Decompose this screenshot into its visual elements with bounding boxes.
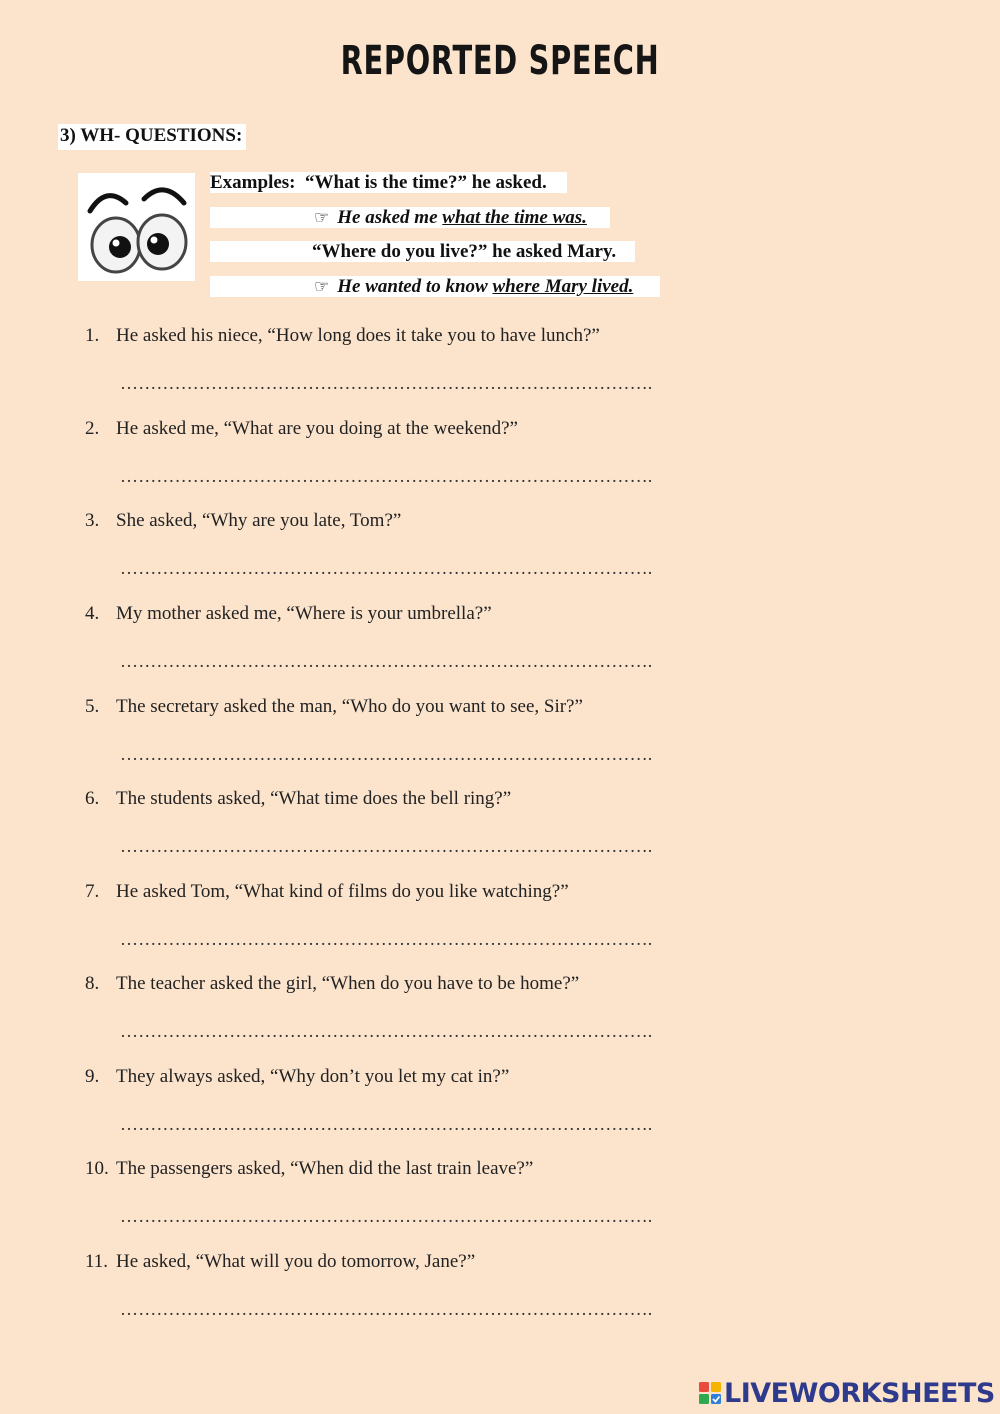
question-number: 11.: [85, 1251, 109, 1272]
question-item: [85, 418, 518, 440]
example-question-1: [210, 172, 567, 193]
question-number: 1.: [85, 325, 100, 346]
question-text: He asked Tom, “What kind of films do you like watching?”: [116, 881, 569, 902]
question-number: 5.: [85, 696, 100, 717]
answer-line[interactable]: …………………………………………………………………………….: [120, 1021, 653, 1041]
page-title: REPORTED SPEECH: [340, 38, 660, 84]
question-item: [85, 696, 583, 718]
example-answer-2-underlined: where Mary lived.: [492, 276, 634, 297]
answer-line[interactable]: …………………………………………………………………………….: [120, 929, 653, 949]
answer-line[interactable]: …………………………………………………………………………….: [120, 1206, 653, 1226]
question-number: 9.: [85, 1066, 100, 1087]
question-item: [85, 1066, 509, 1088]
section-heading: 3) WH- QUESTIONS:: [58, 124, 246, 150]
question-text: She asked, “Why are you late, Tom?”: [116, 510, 402, 531]
example-answer-1: [210, 207, 610, 228]
answer-line[interactable]: …………………………………………………………………………….: [120, 1114, 653, 1134]
question-item: [85, 973, 579, 995]
brand-name: LIVEWORKSHEETS: [724, 1377, 995, 1409]
hand-pointing-right-icon: ☞: [314, 277, 330, 296]
question-text: My mother asked me, “Where is your umbrella?”: [116, 603, 492, 624]
question-item: [85, 1251, 475, 1273]
example-answer-2: [210, 276, 660, 297]
question-item: [85, 881, 569, 903]
liveworksheets-brand: [698, 1376, 995, 1410]
question-number: 4.: [85, 603, 100, 624]
answer-line[interactable]: …………………………………………………………………………….: [120, 651, 653, 671]
eyes-icon: [78, 173, 195, 281]
example-question-2: [210, 241, 635, 262]
question-item: [85, 1158, 533, 1180]
answer-line[interactable]: …………………………………………………………………………….: [120, 1299, 653, 1319]
question-item: [85, 325, 600, 347]
example-answer-2-prefix: He wanted to know: [337, 276, 493, 297]
answer-line[interactable]: …………………………………………………………………………….: [120, 836, 653, 856]
liveworksheets-logo-icon: [698, 1381, 722, 1405]
question-text: He asked me, “What are you doing at the weekend?”: [116, 418, 518, 439]
eyes-illustration: [78, 173, 195, 281]
question-number: 8.: [85, 973, 100, 994]
question-number: 2.: [85, 418, 100, 439]
answer-line[interactable]: …………………………………………………………………………….: [120, 373, 653, 393]
question-item: [85, 788, 511, 810]
hand-pointing-right-icon: ☞: [314, 208, 330, 227]
answer-line[interactable]: …………………………………………………………………………….: [120, 466, 653, 486]
question-text: The secretary asked the man, “Who do you want to see, Sir?”: [116, 696, 583, 717]
example-question-2-text: “Where do you live?” he asked Mary.: [312, 241, 617, 262]
example-question-1-text: “What is the time?” he asked.: [305, 172, 547, 193]
question-text: The teacher asked the girl, “When do you have to be home?”: [116, 973, 580, 994]
example-answer-1-underlined: what the time was.: [442, 207, 587, 228]
question-number: 10.: [85, 1158, 109, 1179]
question-text: They always asked, “Why don’t you let my cat in?”: [116, 1066, 510, 1087]
question-item: [85, 603, 492, 625]
question-number: 3.: [85, 510, 100, 531]
question-text: He asked, “What will you do tomorrow, Jane?”: [116, 1251, 476, 1272]
example-answer-1-prefix: He asked me: [337, 207, 443, 228]
examples-label: Examples:: [210, 172, 296, 193]
question-number: 7.: [85, 881, 100, 902]
answer-line[interactable]: …………………………………………………………………………….: [120, 744, 653, 764]
answer-line[interactable]: …………………………………………………………………………….: [120, 558, 653, 578]
question-text: He asked his niece, “How long does it take you to have lunch?”: [116, 325, 600, 346]
question-text: The students asked, “What time does the bell ring?”: [116, 788, 512, 809]
question-number: 6.: [85, 788, 100, 809]
question-text: The passengers asked, “When did the last train leave?”: [116, 1158, 534, 1179]
question-item: [85, 510, 401, 532]
